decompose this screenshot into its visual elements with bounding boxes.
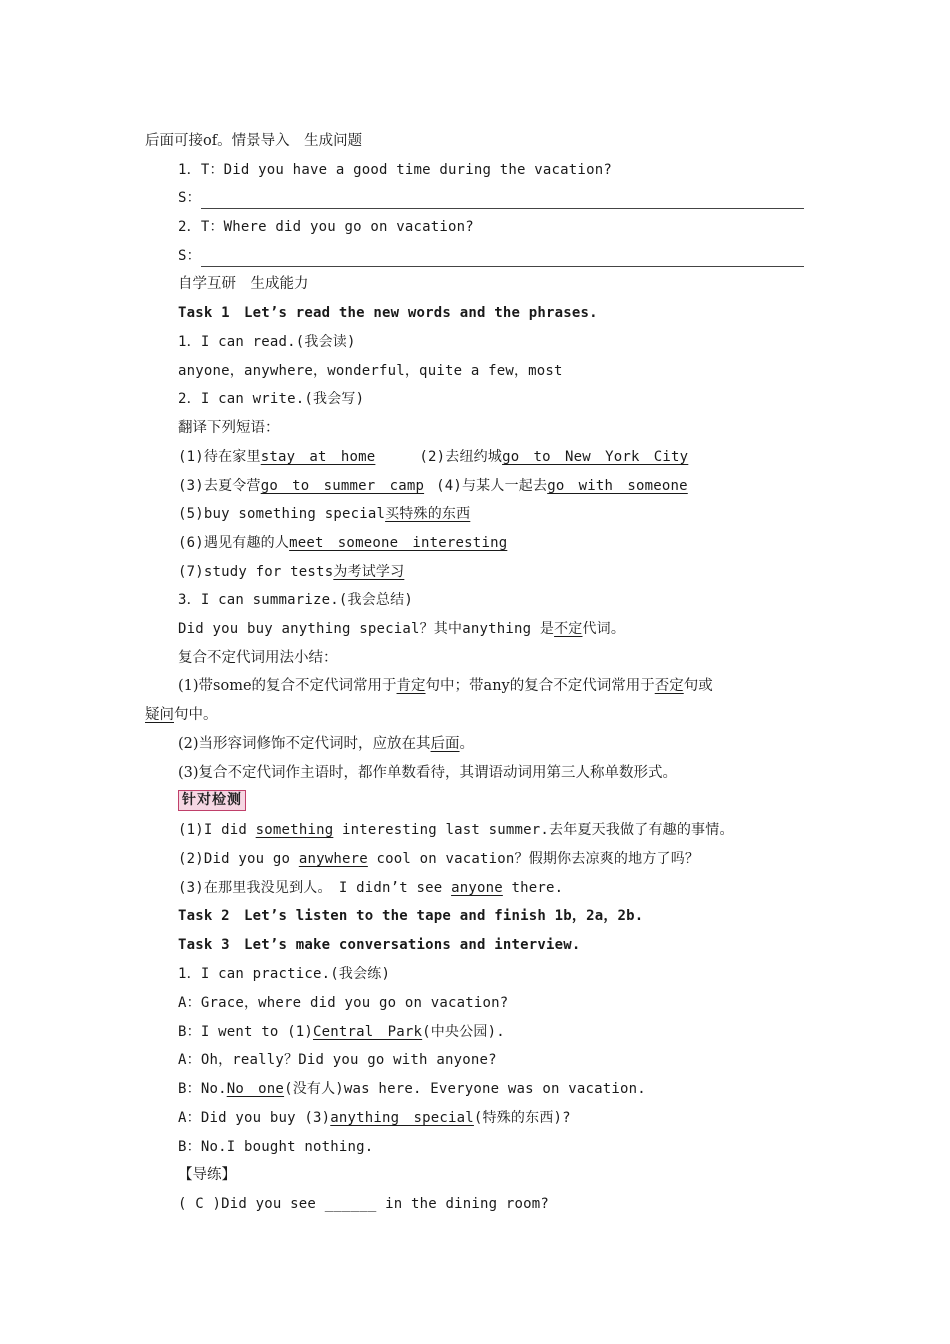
phrase-1-label: (1)待在家里 [178,449,261,465]
check-1 [178,819,810,841]
rules-title: 复合不定代词用法小结： [178,650,338,666]
dialogue-answer: Central Park [313,1024,423,1040]
check-text: (3)在那里我没见到人。 I didn’t see [178,880,452,896]
summarize-title: 3．I can summarize.(我会总结) [178,592,413,608]
rule-text: (1)带some的复合不定代词常用于 [178,678,397,694]
exercise-1 [178,1193,810,1215]
dialogue-text: (特殊的东西)? [473,1110,571,1126]
dialogue-text: (没有人)was here. Everyone was on vacation. [284,1081,646,1097]
summarize-question [178,618,810,640]
phrase-row-5 [178,503,810,525]
check-text: cool on vacation？假期你去凉爽的地方了吗？ [367,851,700,867]
dialogue-line-3: A：Oh，really？Did you go with anyone? [178,1052,497,1068]
rule-answer: 后面 [430,736,460,752]
rule-1 [178,675,810,697]
phrase-3-label: (3)去夏令营 [178,478,261,494]
rule-2 [178,733,810,755]
check-answer: anywhere [298,851,368,867]
warmup-question-2: 2．T：Where did you go on vacation? [178,219,474,235]
check-answer: something [255,822,334,838]
phrase-row-6 [178,532,810,554]
rule-answer: 疑问 [145,707,174,723]
section-heading-situation: 情景导入 生成问题 [231,133,363,149]
check-3 [178,877,810,899]
dialogue-text: B：I went to (1) [178,1024,314,1040]
task-3-heading: Task 3 Let’s make conversations and interview. [178,937,581,953]
phrase-4-label: (4)与某人一起去 [436,478,548,494]
dialogue-text: B：No. [178,1081,227,1097]
phrase-6-label: (6)遇见有趣的人 [178,535,290,551]
dialogue-text: (中央公园). [422,1024,505,1040]
translate-title: 翻译下列短语： [178,420,280,436]
rule-1-continued [145,704,810,726]
write-title: 2．I can write.(我会写) [178,391,365,407]
summarize-text-end: 代词。 [582,621,626,637]
warmup-answer-2 [178,245,810,267]
answer-blank-line[interactable] [201,194,804,209]
rule-answer: 否定 [654,678,684,694]
dialogue-line-5 [178,1107,810,1129]
warmup-question-1: 1．T：Did you have a good time during the vacation? [178,162,612,178]
rule-text: (2)当形容词修饰不定代词时，应放在其 [178,736,431,752]
guide-heading: 【导练】 [178,1167,236,1183]
check-badge: 针对检测 [178,790,246,811]
check-2 [178,848,810,870]
phrase-row-3-4 [178,475,810,497]
rule-text: 句中；带any的复合不定代词常用于 [425,678,655,694]
task-1-heading: Task 1 Let’s read the new words and the phrases. [178,305,598,321]
rule-text: 。 [459,736,475,752]
read-title: 1．I can read.(我会读) [178,334,356,350]
exercise-blank[interactable]: ______ [324,1196,377,1212]
exercise-text: ( C )Did you see [178,1196,325,1212]
phrase-5-label: (5)buy something special [178,506,386,522]
phrase-7-answer: 为考试学习 [333,564,405,580]
check-answer: anyone [451,880,503,896]
answer-label: S： [178,190,201,206]
dialogue-text: A：Did you buy (3) [178,1110,331,1126]
phrase-1-answer: stay at home [260,449,376,465]
rule-text: 句或 [683,678,713,694]
answer-blank-line[interactable] [201,252,804,267]
dialogue-line-1: A：Grace，where did you go on vacation? [178,995,509,1011]
phrase-2-label: (2)去纽约城 [419,449,503,465]
phrase-4-answer: go with someone [547,478,688,494]
phrase-7-label: (7)study for tests [178,564,334,580]
phrase-3-answer: go to summer camp [260,478,425,494]
check-text: (1)I did [178,822,256,838]
check-text: (2)Did you go [178,851,299,867]
phrase-6-answer: meet someone interesting [289,535,508,551]
warmup-answer-1 [178,187,810,209]
answer-label: S： [178,248,201,264]
phrase-row-7 [178,561,810,583]
summarize-answer: 不定 [554,621,583,637]
intro-line [145,130,810,152]
practice-title: 1．I can practice.(我会练) [178,966,391,982]
dialogue-line-4 [178,1078,810,1100]
phrase-row-1-2 [178,446,810,468]
check-badge-row [178,789,810,811]
phrase-2-answer: go to New York City [502,449,689,465]
dialogue-line-2 [178,1021,810,1043]
rule-3: (3)复合不定代词作主语时，都作单数看待，其谓语动词用第三人称单数形式。 [178,765,678,781]
exercise-text: in the dining room? [376,1196,550,1212]
rule-answer: 肯定 [396,678,426,694]
dialogue-answer: anything special [330,1110,474,1126]
phrase-5-answer: 买特殊的东西 [385,506,471,522]
check-text: interesting last summer.去年夏天我做了有趣的事情。 [333,822,734,838]
read-words: anyone，anywhere，wonderful，quite a few，most [178,363,563,379]
task-2-heading: Task 2 Let’s listen to the tape and finish 1b，2a，2b. [178,908,644,924]
check-text: there. [502,880,564,896]
rule-text: 句中。 [174,707,218,723]
dialogue-answer: No one [226,1081,285,1097]
intro-prefix: 后面可接of。 [145,133,232,149]
dialogue-line-6: B：No.I bought nothing. [178,1139,374,1155]
section-heading-self-study: 自学互研 生成能力 [178,276,309,292]
summarize-text: Did you buy anything special？其中anything 是 [178,621,555,637]
